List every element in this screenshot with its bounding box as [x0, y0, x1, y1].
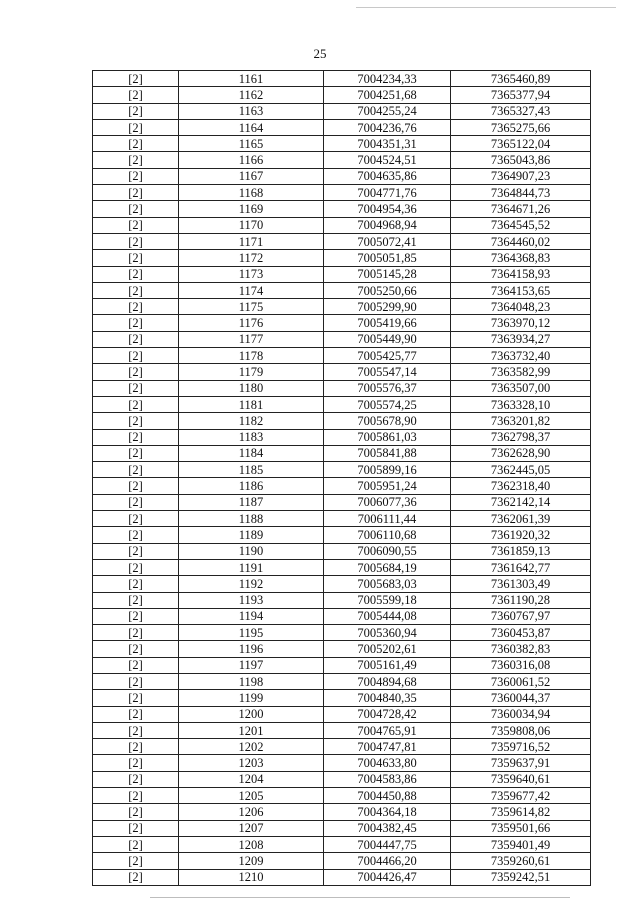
point-number-cell: 1172: [179, 250, 324, 266]
point-number-cell: 1165: [179, 136, 324, 152]
table-row: [93, 559, 591, 575]
x-coordinate-cell: 7005202,61: [324, 641, 451, 657]
x-coordinate-cell: 7004524,51: [324, 152, 451, 168]
y-coordinate-cell: 7363582,99: [451, 364, 591, 380]
table-row: [93, 608, 591, 624]
x-coordinate-cell: 7004447,75: [324, 836, 451, 852]
point-number-cell: 1163: [179, 103, 324, 119]
x-coordinate-cell: 7004633,80: [324, 755, 451, 771]
zone-ref-cell: [2]: [93, 869, 179, 885]
zone-ref-cell: [2]: [93, 364, 179, 380]
y-coordinate-cell: 7364153,65: [451, 282, 591, 298]
zone-ref-cell: [2]: [93, 739, 179, 755]
point-number-cell: 1168: [179, 185, 324, 201]
zone-ref-cell: [2]: [93, 185, 179, 201]
table-row: [93, 739, 591, 755]
y-coordinate-cell: 7363934,27: [451, 331, 591, 347]
y-coordinate-cell: 7359260,61: [451, 853, 591, 869]
point-number-cell: 1201: [179, 722, 324, 738]
table-row: [93, 250, 591, 266]
y-coordinate-cell: 7364460,02: [451, 233, 591, 249]
x-coordinate-cell: 7005072,41: [324, 233, 451, 249]
zone-ref-cell: [2]: [93, 527, 179, 543]
page-number: 25: [313, 46, 327, 61]
zone-ref-cell: [2]: [93, 755, 179, 771]
x-coordinate-cell: 7005145,28: [324, 266, 451, 282]
x-coordinate-cell: 7006110,68: [324, 527, 451, 543]
zone-ref-cell: [2]: [93, 478, 179, 494]
point-number-cell: 1197: [179, 657, 324, 673]
x-coordinate-cell: 7004364,18: [324, 804, 451, 820]
table-row: [93, 755, 591, 771]
zone-ref-cell: [2]: [93, 592, 179, 608]
x-coordinate-cell: 7005425,77: [324, 348, 451, 364]
zone-ref-cell: [2]: [93, 462, 179, 478]
table-row: [93, 853, 591, 869]
point-number-cell: 1202: [179, 739, 324, 755]
coordinates-table: [92, 70, 591, 886]
x-coordinate-cell: 7004894,68: [324, 673, 451, 689]
x-coordinate-cell: 7005576,37: [324, 380, 451, 396]
y-coordinate-cell: 7359614,82: [451, 804, 591, 820]
y-coordinate-cell: 7362445,05: [451, 462, 591, 478]
y-coordinate-cell: 7359501,66: [451, 820, 591, 836]
table-row: [93, 706, 591, 722]
point-number-cell: 1196: [179, 641, 324, 657]
table-row: [93, 266, 591, 282]
y-coordinate-cell: 7362061,39: [451, 511, 591, 527]
zone-ref-cell: [2]: [93, 608, 179, 624]
x-coordinate-cell: 7004450,88: [324, 788, 451, 804]
point-number-cell: 1192: [179, 576, 324, 592]
point-number-cell: 1178: [179, 348, 324, 364]
table-row: [93, 869, 591, 885]
table-row: [93, 804, 591, 820]
x-coordinate-cell: 7004255,24: [324, 103, 451, 119]
x-coordinate-cell: 7005161,49: [324, 657, 451, 673]
zone-ref-cell: [2]: [93, 804, 179, 820]
point-number-cell: 1179: [179, 364, 324, 380]
y-coordinate-cell: 7359677,42: [451, 788, 591, 804]
point-number-cell: 1184: [179, 445, 324, 461]
zone-ref-cell: [2]: [93, 788, 179, 804]
x-coordinate-cell: 7005599,18: [324, 592, 451, 608]
zone-ref-cell: [2]: [93, 657, 179, 673]
x-coordinate-cell: 7006111,44: [324, 511, 451, 527]
zone-ref-cell: [2]: [93, 71, 179, 87]
zone-ref-cell: [2]: [93, 299, 179, 315]
y-coordinate-cell: 7363507,00: [451, 380, 591, 396]
zone-ref-cell: [2]: [93, 576, 179, 592]
y-coordinate-cell: 7365275,66: [451, 119, 591, 135]
top-scan-line: [356, 7, 616, 8]
table-row: [93, 494, 591, 510]
table-row: [93, 71, 591, 87]
x-coordinate-cell: 7004968,94: [324, 217, 451, 233]
table-row: [93, 788, 591, 804]
table-row: [93, 396, 591, 412]
table-row: [93, 364, 591, 380]
table-row: [93, 527, 591, 543]
point-number-cell: 1167: [179, 168, 324, 184]
y-coordinate-cell: 7360382,83: [451, 641, 591, 657]
x-coordinate-cell: 7006077,36: [324, 494, 451, 510]
zone-ref-cell: [2]: [93, 494, 179, 510]
point-number-cell: 1207: [179, 820, 324, 836]
y-coordinate-cell: 7360034,94: [451, 706, 591, 722]
table-row: [93, 331, 591, 347]
y-coordinate-cell: 7360316,08: [451, 657, 591, 673]
zone-ref-cell: [2]: [93, 429, 179, 445]
y-coordinate-cell: 7360044,37: [451, 690, 591, 706]
y-coordinate-cell: 7362628,90: [451, 445, 591, 461]
y-coordinate-cell: 7364048,23: [451, 299, 591, 315]
zone-ref-cell: [2]: [93, 168, 179, 184]
zone-ref-cell: [2]: [93, 836, 179, 852]
point-number-cell: 1183: [179, 429, 324, 445]
table-row: [93, 380, 591, 396]
point-number-cell: 1208: [179, 836, 324, 852]
x-coordinate-cell: 7005299,90: [324, 299, 451, 315]
point-number-cell: 1174: [179, 282, 324, 298]
point-number-cell: 1199: [179, 690, 324, 706]
zone-ref-cell: [2]: [93, 282, 179, 298]
point-number-cell: 1170: [179, 217, 324, 233]
x-coordinate-cell: 7005678,90: [324, 413, 451, 429]
table-row: [93, 136, 591, 152]
x-coordinate-cell: 7004747,81: [324, 739, 451, 755]
x-coordinate-cell: 7004236,76: [324, 119, 451, 135]
x-coordinate-cell: 7004765,91: [324, 722, 451, 738]
x-coordinate-cell: 7005841,88: [324, 445, 451, 461]
zone-ref-cell: [2]: [93, 250, 179, 266]
y-coordinate-cell: 7359716,52: [451, 739, 591, 755]
zone-ref-cell: [2]: [93, 820, 179, 836]
x-coordinate-cell: 7006090,55: [324, 543, 451, 559]
table-row: [93, 690, 591, 706]
zone-ref-cell: [2]: [93, 380, 179, 396]
x-coordinate-cell: 7004382,45: [324, 820, 451, 836]
table-row: [93, 576, 591, 592]
zone-ref-cell: [2]: [93, 396, 179, 412]
y-coordinate-cell: 7361303,49: [451, 576, 591, 592]
zone-ref-cell: [2]: [93, 511, 179, 527]
point-number-cell: 1175: [179, 299, 324, 315]
table-row: [93, 641, 591, 657]
point-number-cell: 1166: [179, 152, 324, 168]
y-coordinate-cell: 7362142,14: [451, 494, 591, 510]
table-row: [93, 87, 591, 103]
y-coordinate-cell: 7365327,43: [451, 103, 591, 119]
point-number-cell: 1189: [179, 527, 324, 543]
table-row: [93, 103, 591, 119]
zone-ref-cell: [2]: [93, 119, 179, 135]
point-number-cell: 1177: [179, 331, 324, 347]
zone-ref-cell: [2]: [93, 722, 179, 738]
table-row: [93, 233, 591, 249]
x-coordinate-cell: 7005360,94: [324, 625, 451, 641]
zone-ref-cell: [2]: [93, 625, 179, 641]
table-row: [93, 836, 591, 852]
y-coordinate-cell: 7361190,28: [451, 592, 591, 608]
table-row: [93, 820, 591, 836]
x-coordinate-cell: 7004426,47: [324, 869, 451, 885]
table-row: [93, 722, 591, 738]
table-row: [93, 299, 591, 315]
y-coordinate-cell: 7359640,61: [451, 771, 591, 787]
point-number-cell: 1186: [179, 478, 324, 494]
table-row: [93, 462, 591, 478]
table-row: [93, 201, 591, 217]
zone-ref-cell: [2]: [93, 103, 179, 119]
table-row: [93, 429, 591, 445]
table-row: [93, 119, 591, 135]
zone-ref-cell: [2]: [93, 641, 179, 657]
x-coordinate-cell: 7005051,85: [324, 250, 451, 266]
table-row: [93, 625, 591, 641]
y-coordinate-cell: 7365460,89: [451, 71, 591, 87]
zone-ref-cell: [2]: [93, 543, 179, 559]
table-row: [93, 478, 591, 494]
point-number-cell: 1206: [179, 804, 324, 820]
y-coordinate-cell: 7364545,52: [451, 217, 591, 233]
zone-ref-cell: [2]: [93, 331, 179, 347]
y-coordinate-cell: 7360767,97: [451, 608, 591, 624]
point-number-cell: 1200: [179, 706, 324, 722]
x-coordinate-cell: 7004728,42: [324, 706, 451, 722]
y-coordinate-cell: 7363201,82: [451, 413, 591, 429]
x-coordinate-cell: 7005951,24: [324, 478, 451, 494]
point-number-cell: 1169: [179, 201, 324, 217]
y-coordinate-cell: 7365122,04: [451, 136, 591, 152]
x-coordinate-cell: 7004771,76: [324, 185, 451, 201]
table-row: [93, 217, 591, 233]
table-row: [93, 592, 591, 608]
point-number-cell: 1210: [179, 869, 324, 885]
y-coordinate-cell: 7364671,26: [451, 201, 591, 217]
point-number-cell: 1188: [179, 511, 324, 527]
zone-ref-cell: [2]: [93, 87, 179, 103]
zone-ref-cell: [2]: [93, 201, 179, 217]
y-coordinate-cell: 7364907,23: [451, 168, 591, 184]
y-coordinate-cell: 7363328,10: [451, 396, 591, 412]
x-coordinate-cell: 7005444,08: [324, 608, 451, 624]
zone-ref-cell: [2]: [93, 152, 179, 168]
x-coordinate-cell: 7005861,03: [324, 429, 451, 445]
y-coordinate-cell: 7362798,37: [451, 429, 591, 445]
zone-ref-cell: [2]: [93, 690, 179, 706]
point-number-cell: 1190: [179, 543, 324, 559]
y-coordinate-cell: 7360453,87: [451, 625, 591, 641]
table-row: [93, 657, 591, 673]
x-coordinate-cell: 7005574,25: [324, 396, 451, 412]
point-number-cell: 1171: [179, 233, 324, 249]
table-row: [93, 445, 591, 461]
table-row: [93, 413, 591, 429]
zone-ref-cell: [2]: [93, 266, 179, 282]
y-coordinate-cell: 7362318,40: [451, 478, 591, 494]
y-coordinate-cell: 7361642,77: [451, 559, 591, 575]
table-row: [93, 543, 591, 559]
y-coordinate-cell: 7361920,32: [451, 527, 591, 543]
point-number-cell: 1193: [179, 592, 324, 608]
zone-ref-cell: [2]: [93, 673, 179, 689]
zone-ref-cell: [2]: [93, 445, 179, 461]
y-coordinate-cell: 7359637,91: [451, 755, 591, 771]
point-number-cell: 1204: [179, 771, 324, 787]
x-coordinate-cell: 7005449,90: [324, 331, 451, 347]
x-coordinate-cell: 7004466,20: [324, 853, 451, 869]
x-coordinate-cell: 7005547,14: [324, 364, 451, 380]
zone-ref-cell: [2]: [93, 853, 179, 869]
x-coordinate-cell: 7004840,35: [324, 690, 451, 706]
y-coordinate-cell: 7359401,49: [451, 836, 591, 852]
point-number-cell: 1198: [179, 673, 324, 689]
x-coordinate-cell: 7004234,33: [324, 71, 451, 87]
zone-ref-cell: [2]: [93, 217, 179, 233]
point-number-cell: 1203: [179, 755, 324, 771]
point-number-cell: 1182: [179, 413, 324, 429]
zone-ref-cell: [2]: [93, 233, 179, 249]
point-number-cell: 1161: [179, 71, 324, 87]
point-number-cell: 1185: [179, 462, 324, 478]
x-coordinate-cell: 7004635,86: [324, 168, 451, 184]
table-row: [93, 152, 591, 168]
x-coordinate-cell: 7005419,66: [324, 315, 451, 331]
y-coordinate-cell: 7364844,73: [451, 185, 591, 201]
table-row: [93, 185, 591, 201]
coordinates-table-body: [93, 71, 591, 886]
table-row: [93, 348, 591, 364]
x-coordinate-cell: 7005683,03: [324, 576, 451, 592]
zone-ref-cell: [2]: [93, 136, 179, 152]
point-number-cell: 1191: [179, 559, 324, 575]
table-row: [93, 511, 591, 527]
table-row: [93, 168, 591, 184]
point-number-cell: 1205: [179, 788, 324, 804]
y-coordinate-cell: 7364368,83: [451, 250, 591, 266]
point-number-cell: 1162: [179, 87, 324, 103]
point-number-cell: 1176: [179, 315, 324, 331]
point-number-cell: 1180: [179, 380, 324, 396]
zone-ref-cell: [2]: [93, 315, 179, 331]
y-coordinate-cell: 7360061,52: [451, 673, 591, 689]
y-coordinate-cell: 7359242,51: [451, 869, 591, 885]
table-row: [93, 771, 591, 787]
point-number-cell: 1173: [179, 266, 324, 282]
x-coordinate-cell: 7005250,66: [324, 282, 451, 298]
x-coordinate-cell: 7005684,19: [324, 559, 451, 575]
zone-ref-cell: [2]: [93, 706, 179, 722]
point-number-cell: 1187: [179, 494, 324, 510]
y-coordinate-cell: 7361859,13: [451, 543, 591, 559]
y-coordinate-cell: 7363970,12: [451, 315, 591, 331]
x-coordinate-cell: 7004251,68: [324, 87, 451, 103]
table-row: [93, 315, 591, 331]
bottom-scan-line: [150, 897, 570, 898]
point-number-cell: 1194: [179, 608, 324, 624]
y-coordinate-cell: 7363732,40: [451, 348, 591, 364]
table-row: [93, 282, 591, 298]
point-number-cell: 1181: [179, 396, 324, 412]
zone-ref-cell: [2]: [93, 413, 179, 429]
x-coordinate-cell: 7004954,36: [324, 201, 451, 217]
zone-ref-cell: [2]: [93, 348, 179, 364]
point-number-cell: 1209: [179, 853, 324, 869]
zone-ref-cell: [2]: [93, 771, 179, 787]
point-number-cell: 1164: [179, 119, 324, 135]
x-coordinate-cell: 7004583,86: [324, 771, 451, 787]
y-coordinate-cell: 7359808,06: [451, 722, 591, 738]
y-coordinate-cell: 7365377,94: [451, 87, 591, 103]
y-coordinate-cell: 7364158,93: [451, 266, 591, 282]
zone-ref-cell: [2]: [93, 559, 179, 575]
y-coordinate-cell: 7365043,86: [451, 152, 591, 168]
table-row: [93, 673, 591, 689]
x-coordinate-cell: 7004351,31: [324, 136, 451, 152]
x-coordinate-cell: 7005899,16: [324, 462, 451, 478]
point-number-cell: 1195: [179, 625, 324, 641]
